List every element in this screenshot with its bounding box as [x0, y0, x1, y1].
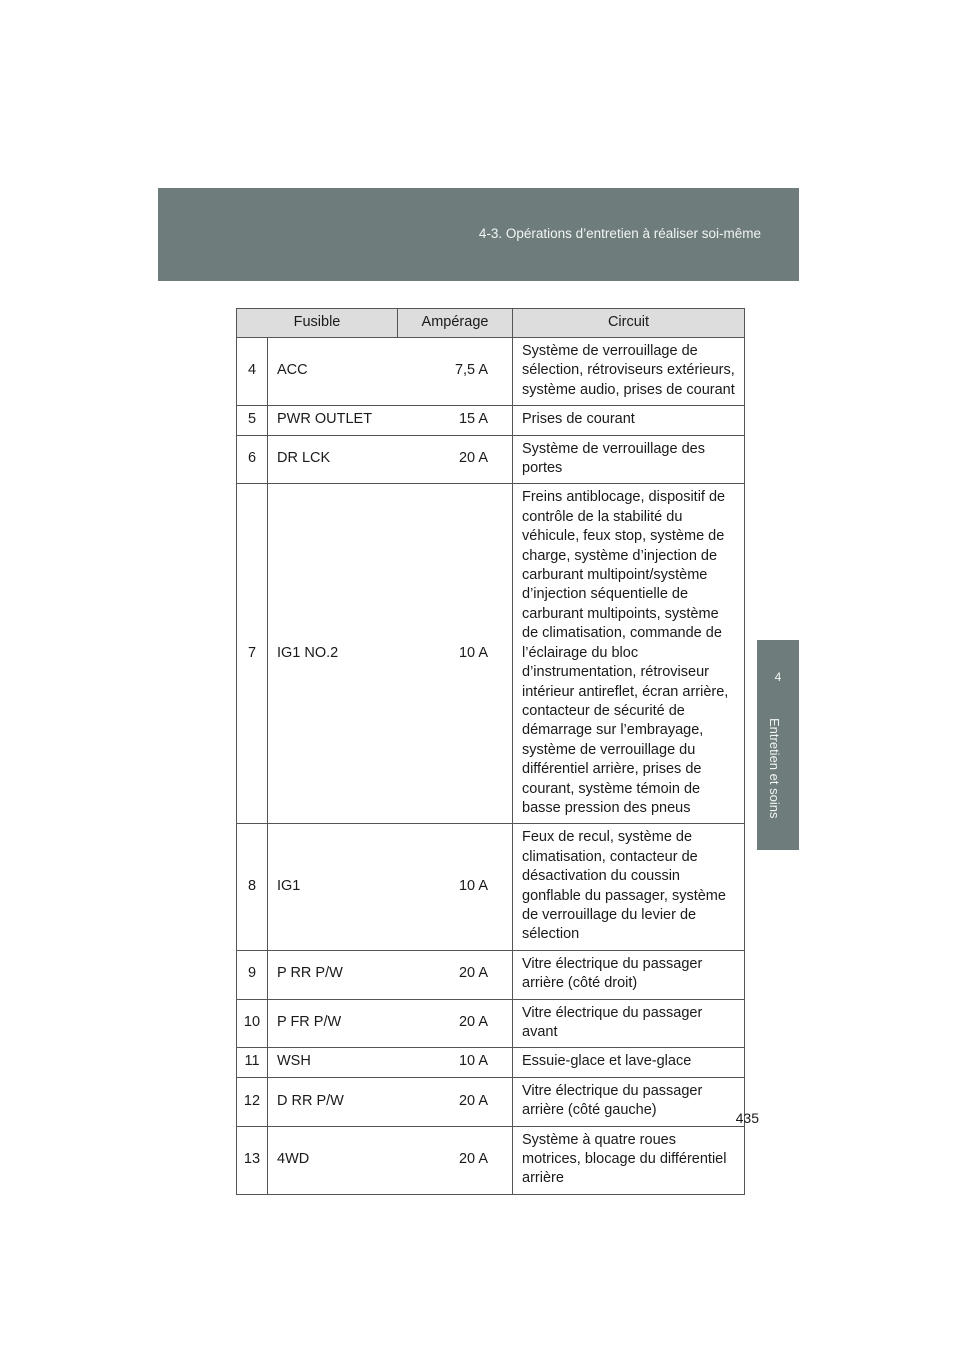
- fuse-name: DR LCK: [268, 435, 398, 484]
- fuse-amperage: 20 A: [398, 999, 513, 1048]
- fuse-amperage: 10 A: [398, 484, 513, 824]
- header-circuit: Circuit: [513, 309, 745, 338]
- fuse-name: IG1: [268, 824, 398, 950]
- fuse-name: ACC: [268, 338, 398, 406]
- fuse-amperage: 10 A: [398, 824, 513, 950]
- section-title: 4-3. Opérations d’entretien à réaliser soi-même: [478, 226, 761, 241]
- fuse-name: P RR P/W: [268, 950, 398, 999]
- fuse-circuit: Système de verrouillage des portes: [513, 435, 745, 484]
- fuse-amperage: 7,5 A: [398, 338, 513, 406]
- fuse-number: 7: [237, 484, 268, 824]
- fuse-name: PWR OUTLET: [268, 406, 398, 435]
- fuse-number: 9: [237, 950, 268, 999]
- section-header: [158, 188, 799, 281]
- table-row: [237, 406, 745, 435]
- fuse-name: IG1 NO.2: [268, 484, 398, 824]
- table-row: [237, 1048, 745, 1077]
- header-amperage: Ampérage: [398, 309, 513, 338]
- header-fuse: Fusible: [237, 309, 398, 338]
- fuse-amperage: 10 A: [398, 1048, 513, 1077]
- fuse-number: 13: [237, 1126, 268, 1194]
- fuse-circuit: Essuie-glace et lave-glace: [513, 1048, 745, 1077]
- fuse-name: P FR P/W: [268, 999, 398, 1048]
- fuse-circuit: Vitre électrique du passager arrière (côté droit): [513, 950, 745, 999]
- table-row: [237, 435, 745, 484]
- fuse-number: 4: [237, 338, 268, 406]
- table-row: [237, 1077, 745, 1126]
- fuse-number: 6: [237, 435, 268, 484]
- fuse-circuit: Système à quatre roues motrices, blocage du différentiel arrière: [513, 1126, 745, 1194]
- fuse-circuit: Freins antiblocage, dispositif de contrôle de la stabilité du véhicule, feux stop, système de charge, système d’injection de carburant multipoint/système d’injection séquentielle de carburant multipoints, système de climatisation, commande de l’éclairage du bloc d’instrumentation, rétroviseur intérieur antireflet, écran arrière, contacteur de sécurité de démarrage sur l’embrayage, système de verrouillage du différentiel arrière, prises de courant, système témoin de basse pression des pneus: [513, 484, 745, 824]
- fuse-amperage: 20 A: [398, 950, 513, 999]
- fuse-number: 11: [237, 1048, 268, 1077]
- table-row: [237, 950, 745, 999]
- fuse-amperage: 20 A: [398, 1077, 513, 1126]
- table-row: [237, 999, 745, 1048]
- table-header-row: [237, 309, 745, 338]
- fuse-table: [236, 308, 745, 1195]
- fuse-amperage: 15 A: [398, 406, 513, 435]
- fuse-name: 4WD: [268, 1126, 398, 1194]
- fuse-name: WSH: [268, 1048, 398, 1077]
- table-row: [237, 824, 745, 950]
- fuse-amperage: 20 A: [398, 1126, 513, 1194]
- fuse-number: 8: [237, 824, 268, 950]
- table-row: [237, 484, 745, 824]
- fuse-circuit: Vitre électrique du passager avant: [513, 999, 745, 1048]
- chapter-tab: [757, 640, 799, 850]
- fuse-number: 10: [237, 999, 268, 1048]
- table-row: [237, 1126, 745, 1194]
- fuse-circuit: Prises de courant: [513, 406, 745, 435]
- chapter-label: Entretien et soins: [767, 718, 782, 819]
- page-number: 435: [735, 1110, 759, 1126]
- fuse-number: 5: [237, 406, 268, 435]
- fuse-circuit: Système de verrouillage de sélection, rétroviseurs extérieurs, système audio, prises de courant: [513, 338, 745, 406]
- chapter-number: 4: [774, 670, 782, 684]
- table-row: [237, 338, 745, 406]
- fuse-circuit: Vitre électrique du passager arrière (côté gauche): [513, 1077, 745, 1126]
- fuse-circuit: Feux de recul, système de climatisation, contacteur de désactivation du coussin gonflable du passager, système de verrouillage du levier de sélection: [513, 824, 745, 950]
- fuse-name: D RR P/W: [268, 1077, 398, 1126]
- fuse-number: 12: [237, 1077, 268, 1126]
- fuse-amperage: 20 A: [398, 435, 513, 484]
